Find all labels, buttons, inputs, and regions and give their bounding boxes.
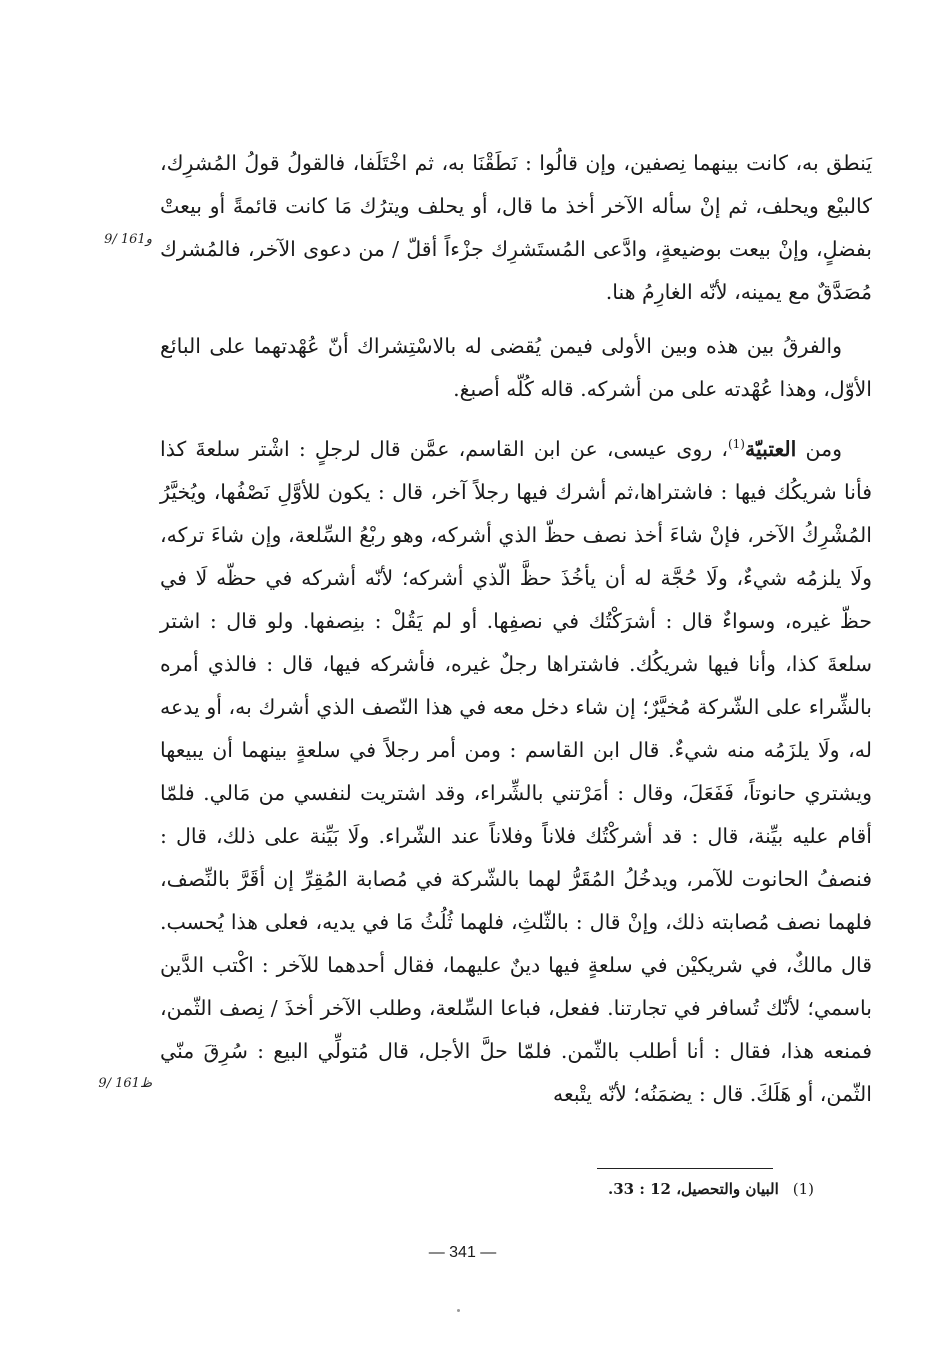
scan-speck (457, 1309, 460, 1312)
paragraph-3-lead: ومن (796, 436, 842, 461)
source-title-utbiyya: العتبيّة (744, 436, 797, 461)
paragraph-3 (160, 423, 872, 1116)
paragraph-3-text (160, 423, 872, 1116)
footnote-text: البيان والتحصيل، 12 : 33. (608, 1180, 779, 1198)
paragraph-2 (160, 325, 872, 411)
paragraph-1-text: يَنطق به، كانت بينهما نِصفين، وإن قالُوا : نَطَقْنَا به، ثم اخْتَلَفا، فالقولُ قولُ المُشرِك، كالبيْع ويحلف، ثم إنْ سأله الآخر أخذ ما قال، أو يحلف ويترُك مَا كانت قائمةً أو بيعتْ بفضلٍ، وإنْ بيعت بوضيعةٍ، وادَّعى المُستَشرِك جزْءاً أقلّ / من دعوى الآخر، فالمُشرك مُصَدَّقٌ مع يمينه، لأنّه الغارِمُ هنا. (160, 151, 872, 304)
footnote (440, 1180, 814, 1198)
manuscript-folio-note-1: 9/ 161و (104, 232, 152, 247)
paragraph-1 (160, 142, 872, 314)
manuscript-folio-note-2: 9/ 161ظ (98, 1076, 152, 1091)
page-number: — 341 — (428, 1244, 497, 1261)
footnote-number: (1) (792, 1180, 814, 1198)
paragraph-2-text: والفرقُ بين هذه وبين الأولى فيمن يُقضى له بالاسْتِشراك أنّ عُهْدتهما على البائع الأوّل، وهذا عُهْدته على من أشركه. قاله كُلّه أصبغ. (160, 334, 872, 401)
footnote-marker[interactable]: (1) (727, 437, 745, 451)
footnote-divider (597, 1168, 773, 1169)
paragraph-3-body: ، روى عيسى، عن ابن القاسم، عمَّن قال لرجلٍ : اشْتر سلعةَ كذا فأنا شريكُك فيها : فاشتراها،ثم أشرك فيها رجلاً آخر، قال : يكون للأوَّلِ نَصْفُها، ويُخيَّرُ المُشْرِكُ الآخر، فإنْ شاءَ أخذ نصف حظّ الذي أشركه، وهو ربْعُ السِّلعة، وإن شاءَ تركه، ولَا يلزمُه شيءٌ، ولَا حُجَّة له أن يأخُذَ حظَّ الّذي أشركه؛ لأنّه أشركه في حظّه لَا في حظّ غيره، وسواءٌ قال : أشرَكْتُك في نصفِها. أو لم يَقُلْ : بنِصفها. ولو قال : اشتر سلعةَ كذا، وأنا فيها شريكُك. فاشتراها رجلٌ غيره، فأشركه فيها، قال : فالذي أمره بالشِّراء على الشّركة مُخيَّرٌ؛ إن شاء دخل معه في هذا النّصف الذي أشرك به، أو يدعه له، ولَا يلزَمُه منه شيءٌ. قال ابن القاسم : ومن أمر رجلاً في سلعةٍ بينهما أن يبيعها ويشتري حانوتاً، فَفَعَلَ، وقال : أمَرْتني بالشِّراء، وقد اشتريت لنفسي من مَالي. فلمّا أقام عليه بيِّنة، قال : قد أشركْتُك فلاناً وفلاناً عند الشّراء. ولَا بَيِّنة على ذلك، قال : فنصفُ الحانوت للآمر، ويدخُلُ المُقَرُّ لهما بالشّركة في مُصابة المُقِرِّ إن أقَرَّ بالنِّصف، فلهما نصف مُصابته ذلك، وإنْ قال : بالثّلثِ، فلهما ثُلُثُ مَا في يديه، فعلى هذا يُحسب. قال مالكٌ، في شريكيْن في سلعةٍ فيها دينٌ عليهما، فقال أحدهما للآخر : اكْتب الدَّين باسمي؛ لأنّك تُسافر في تجارتنا. ففعل، فباعا السِّلعة، وطلب الآخر أخذَ / نِصف الثّمن، فمنعه هذا، فقال : أنا أطلب بالثّمن. فلمّا حلَّ الأجل، قال مُتولِّي البيع : سُرِقَ منّي الثّمن، أو هَلَكَ. قال : يضمَنُه؛ لأنّه يتْبعه (160, 436, 872, 1106)
